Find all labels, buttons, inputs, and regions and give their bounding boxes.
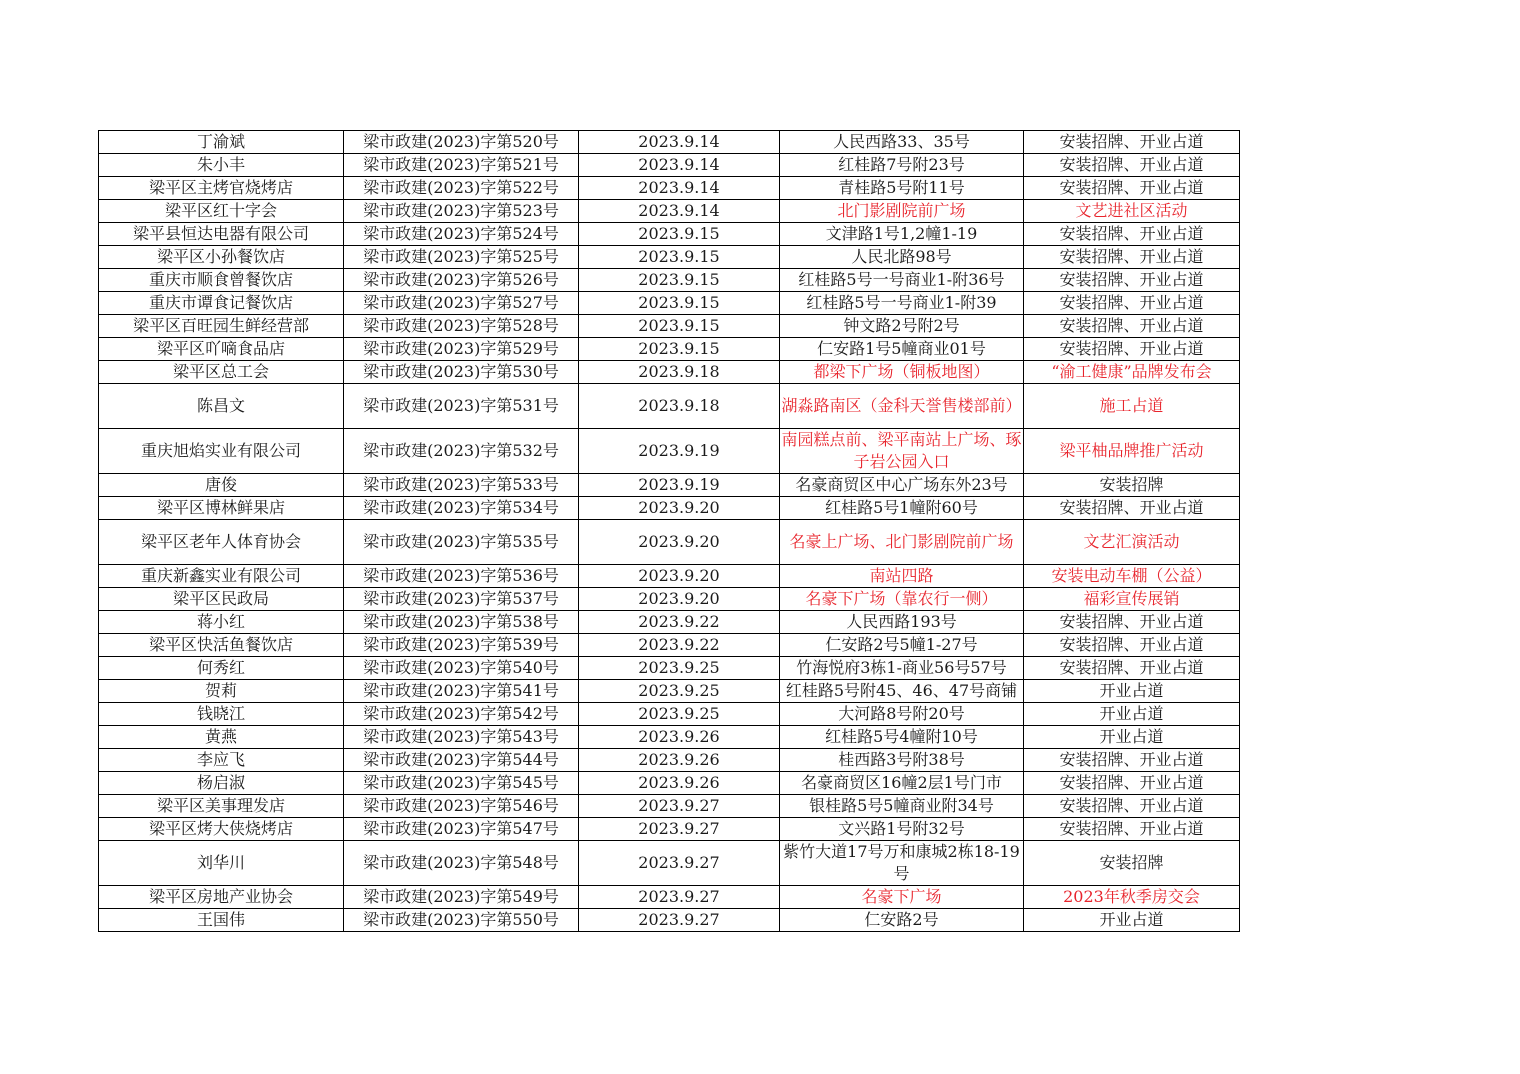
permit-number-cell: 梁市政建(2023)字第541号 xyxy=(344,680,579,703)
date-cell: 2023.9.15 xyxy=(579,246,780,269)
applicant-cell: 重庆市顺食曾餐饮店 xyxy=(99,269,344,292)
permit-number-cell: 梁市政建(2023)字第531号 xyxy=(344,384,579,429)
table-row xyxy=(99,611,1240,634)
date-cell: 2023.9.18 xyxy=(579,384,780,429)
date-cell: 2023.9.19 xyxy=(579,429,780,474)
date-cell: 2023.9.22 xyxy=(579,611,780,634)
purpose-cell: 安装招牌、开业占道 xyxy=(1024,315,1240,338)
applicant-cell: 梁平区烤大侠烧烤店 xyxy=(99,818,344,841)
location-cell: 名豪商贸区16幢2层1号门市 xyxy=(780,772,1024,795)
permit-number-cell: 梁市政建(2023)字第526号 xyxy=(344,269,579,292)
applicant-cell: 梁平区红十字会 xyxy=(99,200,344,223)
permit-table xyxy=(98,130,1240,932)
table-row xyxy=(99,361,1240,384)
location-cell: 仁安路2号5幢1-27号 xyxy=(780,634,1024,657)
location-cell: 名豪上广场、北门影剧院前广场 xyxy=(780,520,1024,565)
permit-number-cell: 梁市政建(2023)字第534号 xyxy=(344,497,579,520)
purpose-cell: 安装招牌、开业占道 xyxy=(1024,223,1240,246)
table-row xyxy=(99,315,1240,338)
applicant-cell: 重庆新鑫实业有限公司 xyxy=(99,565,344,588)
table-row xyxy=(99,520,1240,565)
permit-number-cell: 梁市政建(2023)字第549号 xyxy=(344,886,579,909)
applicant-cell: 唐俊 xyxy=(99,474,344,497)
location-cell: 仁安路1号5幢商业01号 xyxy=(780,338,1024,361)
location-cell: 文兴路1号附32号 xyxy=(780,818,1024,841)
date-cell: 2023.9.20 xyxy=(579,565,780,588)
purpose-cell: 开业占道 xyxy=(1024,680,1240,703)
date-cell: 2023.9.26 xyxy=(579,726,780,749)
date-cell: 2023.9.25 xyxy=(579,680,780,703)
purpose-cell: 福彩宣传展销 xyxy=(1024,588,1240,611)
purpose-cell: 安装电动车棚（公益） xyxy=(1024,565,1240,588)
date-cell: 2023.9.26 xyxy=(579,749,780,772)
permit-number-cell: 梁市政建(2023)字第533号 xyxy=(344,474,579,497)
applicant-cell: 重庆市谭食记餐饮店 xyxy=(99,292,344,315)
table-row xyxy=(99,223,1240,246)
location-cell: 人民西路193号 xyxy=(780,611,1024,634)
applicant-cell: 梁平区美事理发店 xyxy=(99,795,344,818)
date-cell: 2023.9.27 xyxy=(579,795,780,818)
table-row xyxy=(99,909,1240,932)
table-row xyxy=(99,749,1240,772)
date-cell: 2023.9.19 xyxy=(579,474,780,497)
location-cell: 大河路8号附20号 xyxy=(780,703,1024,726)
date-cell: 2023.9.14 xyxy=(579,200,780,223)
permit-number-cell: 梁市政建(2023)字第524号 xyxy=(344,223,579,246)
permit-number-cell: 梁市政建(2023)字第527号 xyxy=(344,292,579,315)
date-cell: 2023.9.20 xyxy=(579,520,780,565)
location-cell: 名豪下广场 xyxy=(780,886,1024,909)
applicant-cell: 梁平区主烤官烧烤店 xyxy=(99,177,344,200)
table-row xyxy=(99,657,1240,680)
permit-number-cell: 梁市政建(2023)字第525号 xyxy=(344,246,579,269)
purpose-cell: 安装招牌、开业占道 xyxy=(1024,611,1240,634)
location-cell: 红桂路5号附45、46、47号商铺 xyxy=(780,680,1024,703)
purpose-cell: 安装招牌、开业占道 xyxy=(1024,269,1240,292)
date-cell: 2023.9.15 xyxy=(579,338,780,361)
table-row xyxy=(99,474,1240,497)
permit-number-cell: 梁市政建(2023)字第550号 xyxy=(344,909,579,932)
permit-number-cell: 梁市政建(2023)字第520号 xyxy=(344,131,579,154)
applicant-cell: 梁平区老年人体育协会 xyxy=(99,520,344,565)
date-cell: 2023.9.27 xyxy=(579,886,780,909)
table-row xyxy=(99,292,1240,315)
applicant-cell: 李应飞 xyxy=(99,749,344,772)
location-cell: 红桂路5号一号商业1-附36号 xyxy=(780,269,1024,292)
date-cell: 2023.9.27 xyxy=(579,818,780,841)
permit-number-cell: 梁市政建(2023)字第543号 xyxy=(344,726,579,749)
table-row xyxy=(99,131,1240,154)
applicant-cell: 重庆旭焰实业有限公司 xyxy=(99,429,344,474)
table-row xyxy=(99,200,1240,223)
location-cell: 南园糕点前、梁平南站上广场、琢子岩公园入口 xyxy=(780,429,1024,474)
date-cell: 2023.9.27 xyxy=(579,841,780,886)
location-cell: 都梁下广场（铜板地图） xyxy=(780,361,1024,384)
location-cell: 红桂路5号4幢附10号 xyxy=(780,726,1024,749)
table-row xyxy=(99,841,1240,886)
date-cell: 2023.9.20 xyxy=(579,497,780,520)
purpose-cell: 开业占道 xyxy=(1024,726,1240,749)
applicant-cell: 朱小丰 xyxy=(99,154,344,177)
table-row xyxy=(99,886,1240,909)
table-row xyxy=(99,703,1240,726)
permit-number-cell: 梁市政建(2023)字第542号 xyxy=(344,703,579,726)
applicant-cell: 黄燕 xyxy=(99,726,344,749)
permit-number-cell: 梁市政建(2023)字第530号 xyxy=(344,361,579,384)
purpose-cell: 施工占道 xyxy=(1024,384,1240,429)
location-cell: 文津路1号1,2幢1-19 xyxy=(780,223,1024,246)
purpose-cell: 安装招牌、开业占道 xyxy=(1024,634,1240,657)
permit-number-cell: 梁市政建(2023)字第529号 xyxy=(344,338,579,361)
location-cell: 人民北路98号 xyxy=(780,246,1024,269)
applicant-cell: 梁平区小孙餐饮店 xyxy=(99,246,344,269)
applicant-cell: 钱晓江 xyxy=(99,703,344,726)
table-row xyxy=(99,818,1240,841)
location-cell: 人民西路33、35号 xyxy=(780,131,1024,154)
location-cell: 竹海悦府3栋1-商业56号57号 xyxy=(780,657,1024,680)
purpose-cell: 安装招牌、开业占道 xyxy=(1024,177,1240,200)
applicant-cell: 蒋小红 xyxy=(99,611,344,634)
purpose-cell: 安装招牌、开业占道 xyxy=(1024,657,1240,680)
table-row xyxy=(99,772,1240,795)
table-row xyxy=(99,338,1240,361)
table-row xyxy=(99,269,1240,292)
table-row xyxy=(99,680,1240,703)
location-cell: 红桂路5号1幢附60号 xyxy=(780,497,1024,520)
location-cell: 青桂路5号附11号 xyxy=(780,177,1024,200)
location-cell: 南站四路 xyxy=(780,565,1024,588)
purpose-cell: 安装招牌、开业占道 xyxy=(1024,497,1240,520)
applicant-cell: 梁平区博林鲜果店 xyxy=(99,497,344,520)
date-cell: 2023.9.22 xyxy=(579,634,780,657)
date-cell: 2023.9.15 xyxy=(579,292,780,315)
date-cell: 2023.9.18 xyxy=(579,361,780,384)
purpose-cell: 安装招牌、开业占道 xyxy=(1024,795,1240,818)
location-cell: 红桂路7号附23号 xyxy=(780,154,1024,177)
table-row xyxy=(99,246,1240,269)
location-cell: 北门影剧院前广场 xyxy=(780,200,1024,223)
applicant-cell: 刘华川 xyxy=(99,841,344,886)
table-row xyxy=(99,726,1240,749)
purpose-cell: “渝工健康”品牌发布会 xyxy=(1024,361,1240,384)
applicant-cell: 陈昌文 xyxy=(99,384,344,429)
table-row xyxy=(99,565,1240,588)
location-cell: 仁安路2号 xyxy=(780,909,1024,932)
permit-number-cell: 梁市政建(2023)字第535号 xyxy=(344,520,579,565)
purpose-cell: 梁平柚品牌推广活动 xyxy=(1024,429,1240,474)
permit-number-cell: 梁市政建(2023)字第532号 xyxy=(344,429,579,474)
permit-number-cell: 梁市政建(2023)字第522号 xyxy=(344,177,579,200)
table-row xyxy=(99,588,1240,611)
applicant-cell: 王国伟 xyxy=(99,909,344,932)
location-cell: 钟文路2号附2号 xyxy=(780,315,1024,338)
purpose-cell: 安装招牌 xyxy=(1024,474,1240,497)
permit-number-cell: 梁市政建(2023)字第528号 xyxy=(344,315,579,338)
purpose-cell: 安装招牌、开业占道 xyxy=(1024,772,1240,795)
date-cell: 2023.9.25 xyxy=(579,703,780,726)
purpose-cell: 安装招牌、开业占道 xyxy=(1024,246,1240,269)
location-cell: 银桂路5号5幢商业附34号 xyxy=(780,795,1024,818)
applicant-cell: 梁平县恒达电器有限公司 xyxy=(99,223,344,246)
permit-number-cell: 梁市政建(2023)字第546号 xyxy=(344,795,579,818)
table-row xyxy=(99,384,1240,429)
applicant-cell: 贺莉 xyxy=(99,680,344,703)
permit-number-cell: 梁市政建(2023)字第521号 xyxy=(344,154,579,177)
location-cell: 湖淼路南区（金科天誉售楼部前） xyxy=(780,384,1024,429)
applicant-cell: 梁平区快活鱼餐饮店 xyxy=(99,634,344,657)
table-row xyxy=(99,795,1240,818)
permit-number-cell: 梁市政建(2023)字第536号 xyxy=(344,565,579,588)
purpose-cell: 文艺汇演活动 xyxy=(1024,520,1240,565)
purpose-cell: 安装招牌、开业占道 xyxy=(1024,749,1240,772)
permit-table-body xyxy=(99,131,1240,932)
permit-number-cell: 梁市政建(2023)字第545号 xyxy=(344,772,579,795)
table-row xyxy=(99,154,1240,177)
date-cell: 2023.9.27 xyxy=(579,909,780,932)
location-cell: 名豪下广场（靠农行一侧） xyxy=(780,588,1024,611)
date-cell: 2023.9.14 xyxy=(579,154,780,177)
date-cell: 2023.9.14 xyxy=(579,131,780,154)
location-cell: 名豪商贸区中心广场东外23号 xyxy=(780,474,1024,497)
table-row xyxy=(99,429,1240,474)
purpose-cell: 开业占道 xyxy=(1024,703,1240,726)
purpose-cell: 开业占道 xyxy=(1024,909,1240,932)
date-cell: 2023.9.15 xyxy=(579,315,780,338)
location-cell: 桂西路3号附38号 xyxy=(780,749,1024,772)
table-row xyxy=(99,497,1240,520)
date-cell: 2023.9.15 xyxy=(579,223,780,246)
purpose-cell: 安装招牌、开业占道 xyxy=(1024,131,1240,154)
permit-number-cell: 梁市政建(2023)字第540号 xyxy=(344,657,579,680)
permit-number-cell: 梁市政建(2023)字第539号 xyxy=(344,634,579,657)
purpose-cell: 文艺进社区活动 xyxy=(1024,200,1240,223)
permit-number-cell: 梁市政建(2023)字第544号 xyxy=(344,749,579,772)
date-cell: 2023.9.20 xyxy=(579,588,780,611)
permit-number-cell: 梁市政建(2023)字第523号 xyxy=(344,200,579,223)
purpose-cell: 安装招牌、开业占道 xyxy=(1024,818,1240,841)
location-cell: 紫竹大道17号万和康城2栋18-19号 xyxy=(780,841,1024,886)
location-cell: 红桂路5号一号商业1-附39 xyxy=(780,292,1024,315)
permit-number-cell: 梁市政建(2023)字第548号 xyxy=(344,841,579,886)
applicant-cell: 梁平区房地产业协会 xyxy=(99,886,344,909)
applicant-cell: 梁平区百旺园生鲜经营部 xyxy=(99,315,344,338)
purpose-cell: 安装招牌、开业占道 xyxy=(1024,292,1240,315)
applicant-cell: 丁渝斌 xyxy=(99,131,344,154)
date-cell: 2023.9.25 xyxy=(579,657,780,680)
applicant-cell: 梁平区民政局 xyxy=(99,588,344,611)
table-row xyxy=(99,177,1240,200)
applicant-cell: 何秀红 xyxy=(99,657,344,680)
date-cell: 2023.9.26 xyxy=(579,772,780,795)
permit-number-cell: 梁市政建(2023)字第538号 xyxy=(344,611,579,634)
applicant-cell: 杨启淑 xyxy=(99,772,344,795)
applicant-cell: 梁平区总工会 xyxy=(99,361,344,384)
purpose-cell: 安装招牌、开业占道 xyxy=(1024,154,1240,177)
applicant-cell: 梁平区吖嘀食品店 xyxy=(99,338,344,361)
purpose-cell: 2023年秋季房交会 xyxy=(1024,886,1240,909)
date-cell: 2023.9.15 xyxy=(579,269,780,292)
purpose-cell: 安装招牌 xyxy=(1024,841,1240,886)
table-row xyxy=(99,634,1240,657)
permit-number-cell: 梁市政建(2023)字第547号 xyxy=(344,818,579,841)
permit-number-cell: 梁市政建(2023)字第537号 xyxy=(344,588,579,611)
date-cell: 2023.9.14 xyxy=(579,177,780,200)
purpose-cell: 安装招牌、开业占道 xyxy=(1024,338,1240,361)
